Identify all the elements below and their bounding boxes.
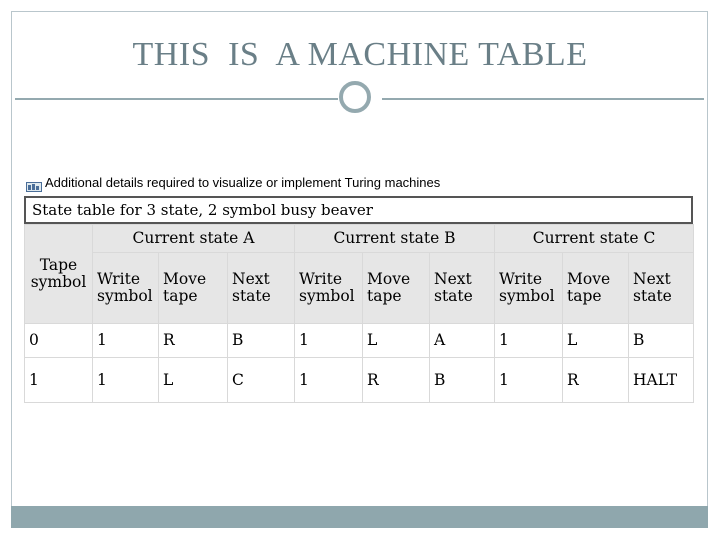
machine-table xyxy=(24,224,694,403)
tape-symbol-cell: 0 xyxy=(25,324,93,358)
group-header-state-b: Current state B xyxy=(295,225,495,253)
next-state-cell: A xyxy=(430,324,495,358)
group-header-row xyxy=(25,225,694,253)
bullet-point xyxy=(26,174,440,190)
next-state-cell: B xyxy=(629,324,694,358)
move-tape-header: Move tape xyxy=(563,253,629,324)
next-state-cell: B xyxy=(430,358,495,403)
write-symbol-cell: 1 xyxy=(495,358,563,403)
move-tape-cell: L xyxy=(563,324,629,358)
next-state-header: Next state xyxy=(629,253,694,324)
move-tape-cell: R xyxy=(563,358,629,403)
slide-title: THIS IS A MACHINE TABLE xyxy=(132,36,588,73)
write-symbol-header: Write symbol xyxy=(495,253,563,324)
next-state-header: Next state xyxy=(228,253,295,324)
table-caption xyxy=(24,196,693,224)
move-tape-cell: L xyxy=(159,358,228,403)
next-state-cell: C xyxy=(228,358,295,403)
table-row xyxy=(25,324,694,358)
bullet-text: Additional details required to visualize or implement Turing machines xyxy=(45,174,441,190)
write-symbol-cell: 1 xyxy=(295,324,363,358)
write-symbol-cell: 1 xyxy=(93,358,159,403)
group-header-state-a: Current state A xyxy=(93,225,295,253)
move-tape-cell: R xyxy=(363,358,430,403)
move-tape-header: Move tape xyxy=(363,253,430,324)
write-symbol-cell: 1 xyxy=(93,324,159,358)
write-symbol-cell: 1 xyxy=(495,324,563,358)
title-divider-left xyxy=(15,98,338,100)
next-state-cell: HALT xyxy=(629,358,694,403)
tape-symbol-cell: 1 xyxy=(25,358,93,403)
next-state-cell: B xyxy=(228,324,295,358)
move-tape-header: Move tape xyxy=(159,253,228,324)
title-divider-right xyxy=(382,98,704,100)
write-symbol-header: Write symbol xyxy=(295,253,363,324)
group-header-state-c: Current state C xyxy=(495,225,694,253)
write-symbol-cell: 1 xyxy=(295,358,363,403)
write-symbol-header: Write symbol xyxy=(93,253,159,324)
move-tape-cell: R xyxy=(159,324,228,358)
tape-symbol-header: Tape symbol xyxy=(25,225,93,324)
footer-bar xyxy=(11,506,708,528)
next-state-header: Next state xyxy=(430,253,495,324)
move-tape-cell: L xyxy=(363,324,430,358)
title-ring-ornament xyxy=(339,81,371,113)
table-caption-text: State table for 3 state, 2 symbol busy beaver xyxy=(32,201,373,219)
sub-header-row xyxy=(25,253,694,324)
table-row xyxy=(25,358,694,403)
flag-icon xyxy=(26,177,42,187)
